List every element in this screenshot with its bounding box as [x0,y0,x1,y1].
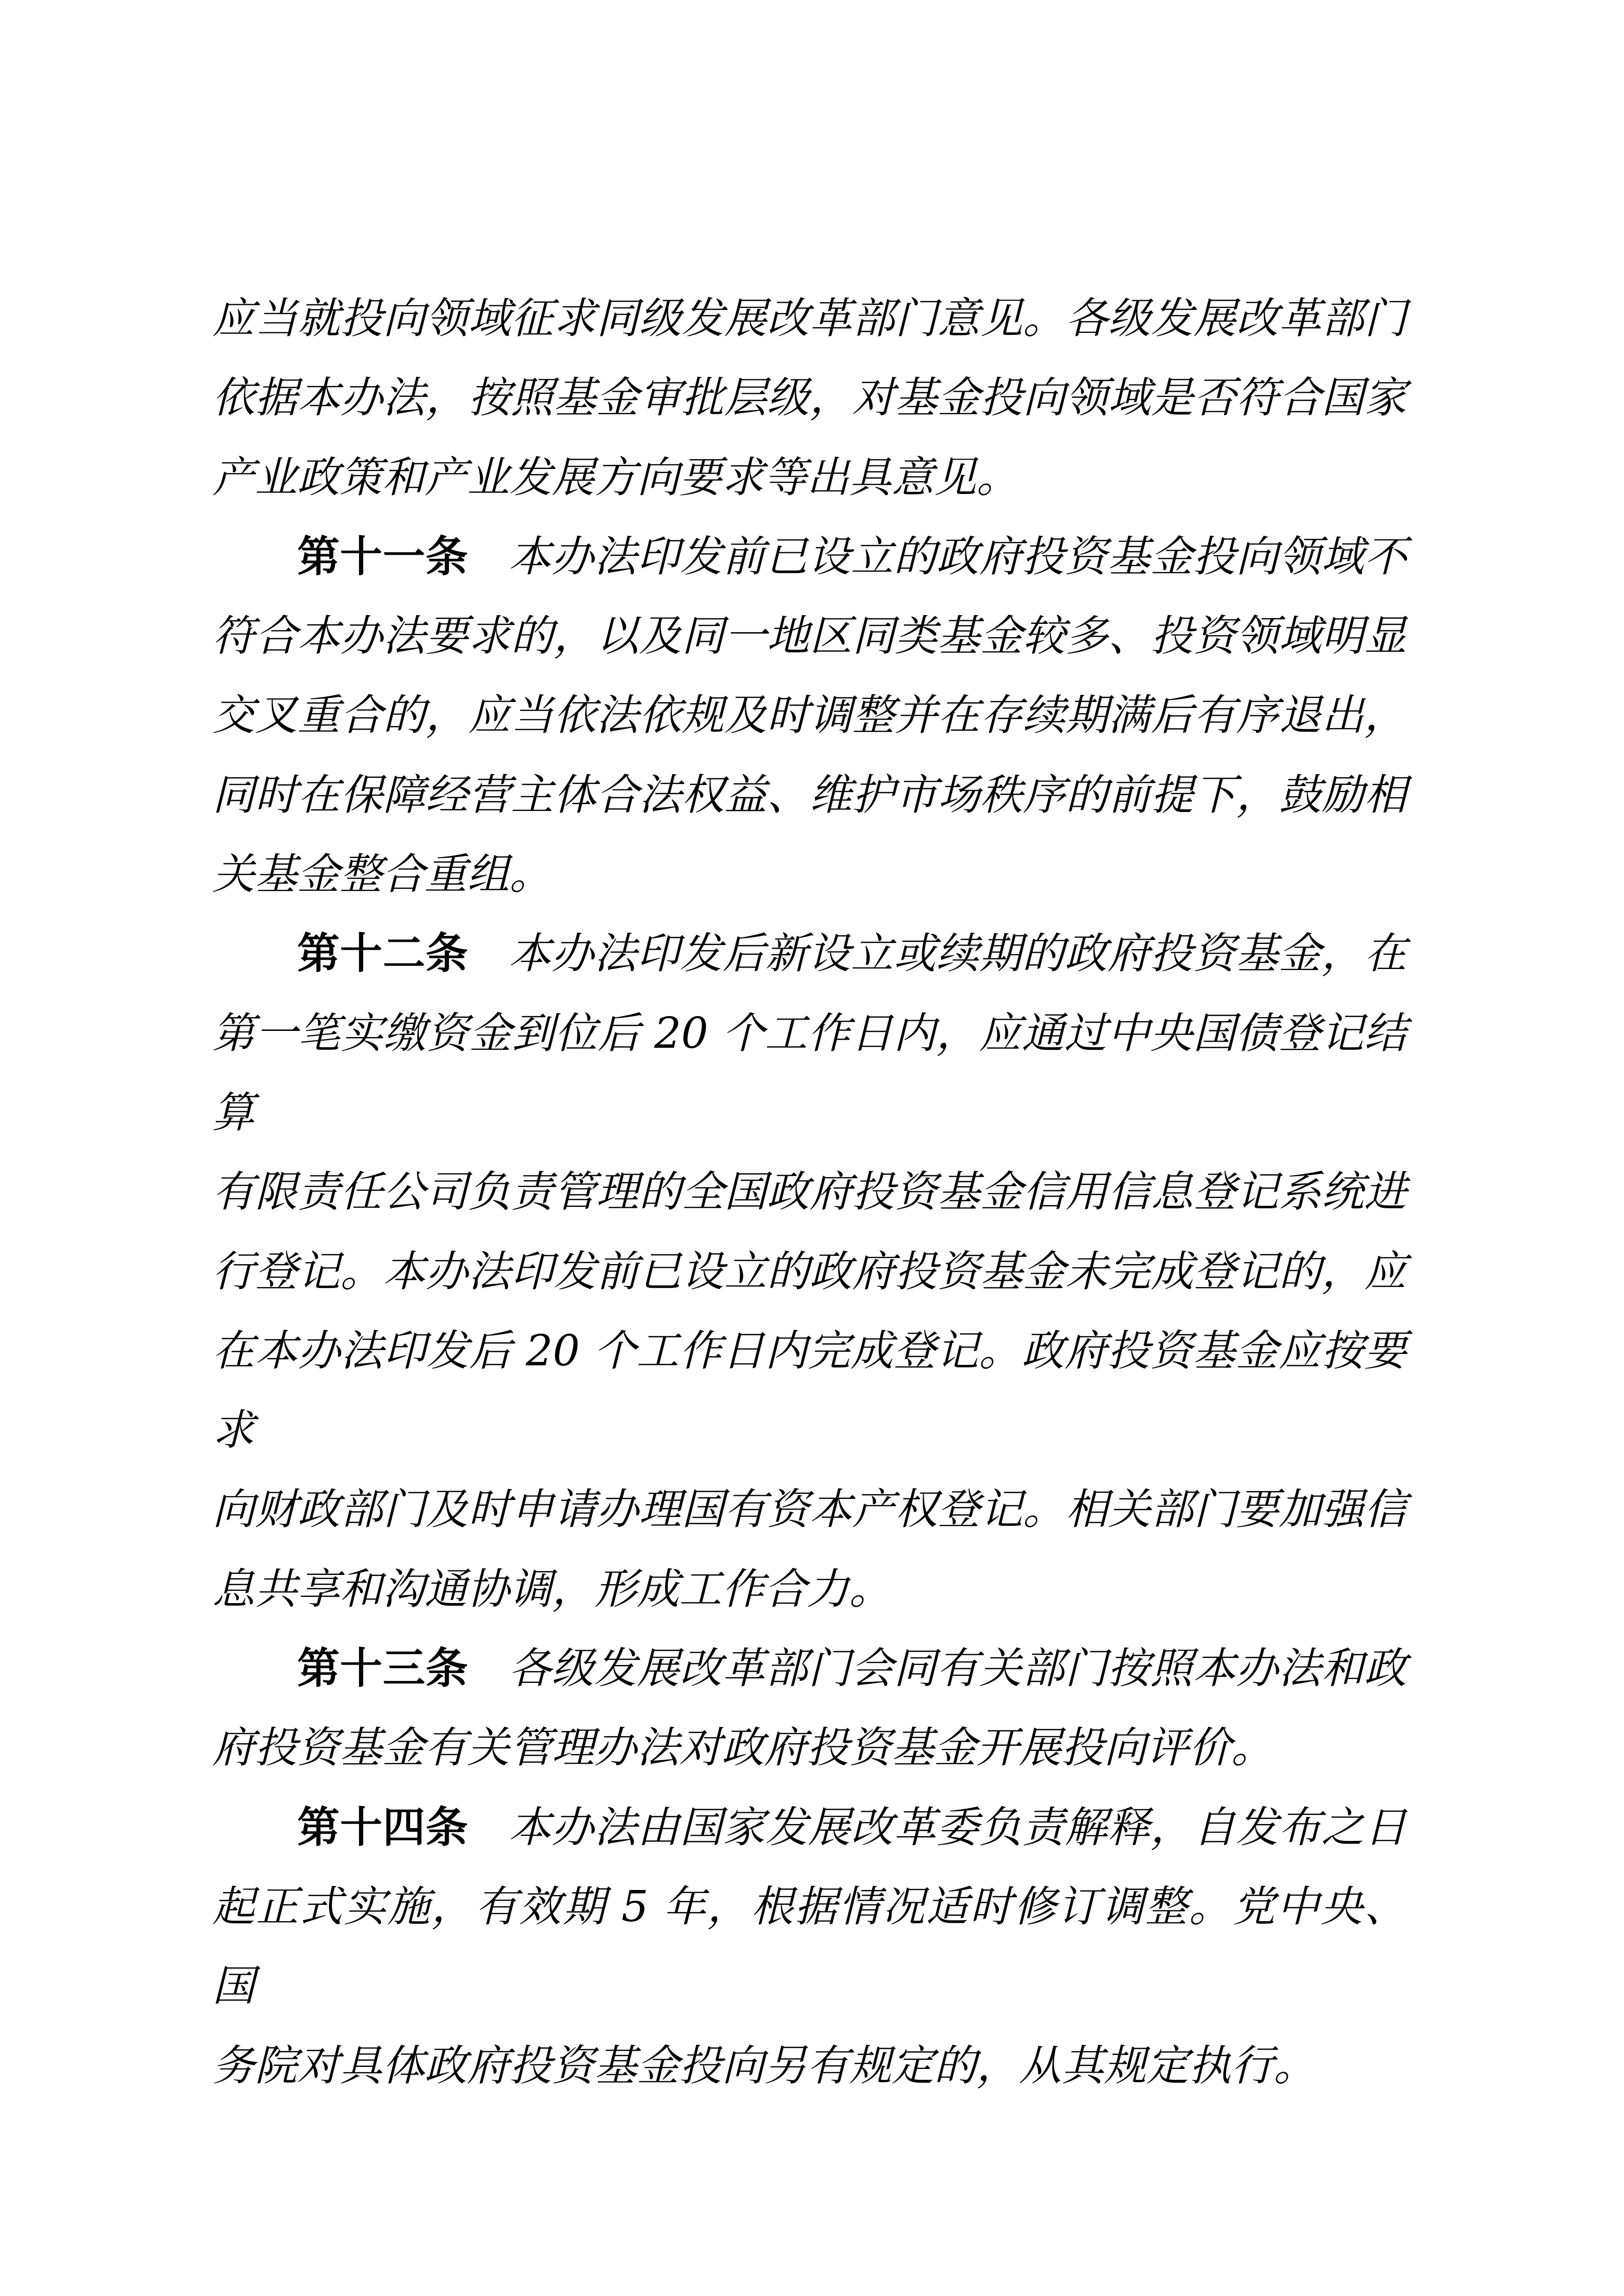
line-text: 向财政部门及时申请办理国有资本产权登记。相关部门要加强信 [212,1484,1407,1535]
line-text: 有限责任公司负责管理的全国政府投资基金信用信息登记系统进 [212,1167,1407,1217]
text-line [212,358,1407,437]
text-line [212,1152,1407,1231]
text-line [212,1708,1407,1787]
line-text: 本办法印发前已设立的政府投资基金投向领域不 [508,531,1407,581]
line-text: 府投资基金有关管理办法对政府投资基金开展投向评价。 [212,1723,1274,1773]
line-text: 务院对具体政府投资基金投向另有规定的，从其规定执行。 [212,2040,1316,2090]
line-text: 产业政策和产业发展方向要求等出具意见。 [212,452,1019,502]
text-line [212,755,1407,835]
line-text: 依据本办法，按照基金审批层级，对基金投向领域是否符合国家 [212,373,1407,423]
article-number: 第十四条 [297,1802,469,1852]
document-text-block [212,279,1407,2105]
text-line [212,994,1407,1153]
text-line [212,1232,1407,1311]
text-line [212,1470,1407,1549]
line-text: 符合本办法要求的，以及同一地区同类基金较多、投资领域明显 [212,611,1407,661]
article-number: 第十一条 [297,531,469,581]
text-line [212,438,1407,517]
article-number: 第十三条 [297,1644,469,1694]
line-text: 交叉重合的，应当依法依规及时调整并在存续期满后有序退出， [212,690,1407,740]
text-line [212,676,1407,755]
text-line [212,596,1407,676]
line-text: 行登记。本办法印发前已设立的政府投资基金未完成登记的，应 [212,1246,1407,1296]
article-start-line [212,1629,1407,1708]
article-number: 第十二条 [297,929,469,979]
line-text: 各级发展改革部门会同有关部门按照本办法和政 [508,1644,1407,1694]
line-text: 本办法由国家发展改革委负责解释，自发布之日 [508,1802,1407,1852]
text-line [212,279,1407,358]
line-text: 在本办法印发后 20 个工作日内完成登记。政府投资基金应按要求 [212,1325,1407,1455]
text-line [212,1867,1407,2026]
line-text: 起正式实施，有效期 5 年，根据情况适时修订调整。党中央、国 [212,1881,1407,2011]
text-line [212,1549,1407,1629]
line-text: 应当就投向领域征求同级发展改革部门意见。各级发展改革部门 [212,294,1407,343]
text-line [212,1311,1407,1470]
line-text: 息共享和沟通协调，形成工作合力。 [212,1564,892,1614]
line-text: 同时在保障经营主体合法权益、维护市场秩序的前提下，鼓励相 [212,770,1407,820]
article-start-line [212,1788,1407,1867]
text-line [212,2026,1407,2105]
text-line [212,835,1407,914]
line-text: 关基金整合重组。 [212,849,552,899]
article-start-line [212,517,1407,596]
article-start-line [212,914,1407,993]
line-text: 本办法印发后新设立或续期的政府投资基金，在 [508,929,1407,979]
line-text: 第一笔实缴资金到位后 20 个工作日内，应通过中央国债登记结算 [212,1008,1407,1137]
